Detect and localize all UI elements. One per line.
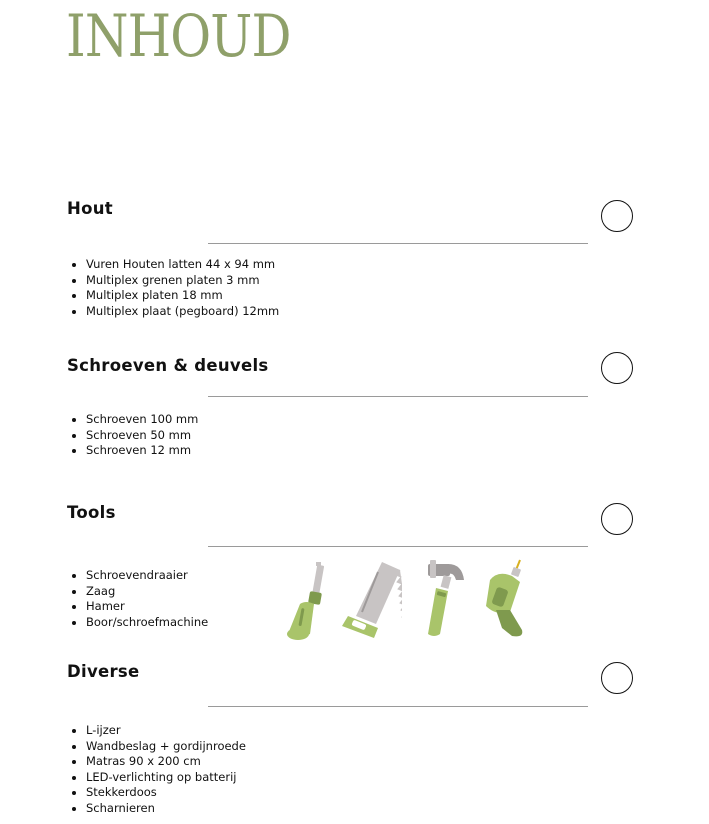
item-list	[68, 257, 279, 319]
list-item: • Schroeven 100 mm	[86, 412, 198, 428]
section-divider	[208, 396, 588, 397]
list-item: • LED-verlichting op batterij	[86, 770, 246, 786]
list-item: • Multiplex grenen platen 3 mm	[86, 273, 279, 289]
list-item: • Vuren Houten latten 44 x 94 mm	[86, 257, 279, 273]
list-item: • Matras 90 x 200 cm	[86, 754, 246, 770]
section-checkbox-diverse[interactable]	[601, 662, 633, 694]
list-item: • Boor/schroefmachine	[86, 615, 208, 631]
list-item: • Zaag	[86, 584, 208, 600]
item-list	[68, 568, 208, 630]
list-item: • Wandbeslag + gordijnroede	[86, 739, 246, 755]
list-item: • Stekkerdoos	[86, 785, 246, 801]
saw-icon	[338, 558, 402, 642]
hammer-icon	[410, 558, 468, 642]
list-item: • Multiplex plaat (pegboard) 12mm	[86, 304, 279, 320]
list-item: • Scharnieren	[86, 801, 246, 817]
section-divider	[208, 706, 588, 707]
section-title: Schroeven & deuvels	[67, 356, 269, 375]
item-list	[68, 723, 246, 816]
screwdriver-icon	[276, 558, 326, 642]
section-title: Tools	[67, 503, 116, 522]
tool-illustrations	[276, 558, 536, 644]
section-checkbox-schroeven[interactable]	[601, 352, 633, 384]
list-item: • Schroeven 50 mm	[86, 428, 198, 444]
item-list	[68, 412, 198, 459]
list-item: • Schroeven 12 mm	[86, 443, 198, 459]
list-item: • Schroevendraaier	[86, 568, 208, 584]
section-checkbox-tools[interactable]	[601, 503, 633, 535]
section-title: Diverse	[67, 662, 140, 681]
drill-icon	[476, 558, 534, 642]
section-divider	[208, 243, 588, 244]
page-title: INHOUD	[66, 2, 291, 70]
list-item: • L-ijzer	[86, 723, 246, 739]
list-item: • Multiplex platen 18 mm	[86, 288, 279, 304]
section-divider	[208, 546, 588, 547]
section-checkbox-hout[interactable]	[601, 200, 633, 232]
list-item: • Hamer	[86, 599, 208, 615]
section-title: Hout	[67, 199, 113, 218]
